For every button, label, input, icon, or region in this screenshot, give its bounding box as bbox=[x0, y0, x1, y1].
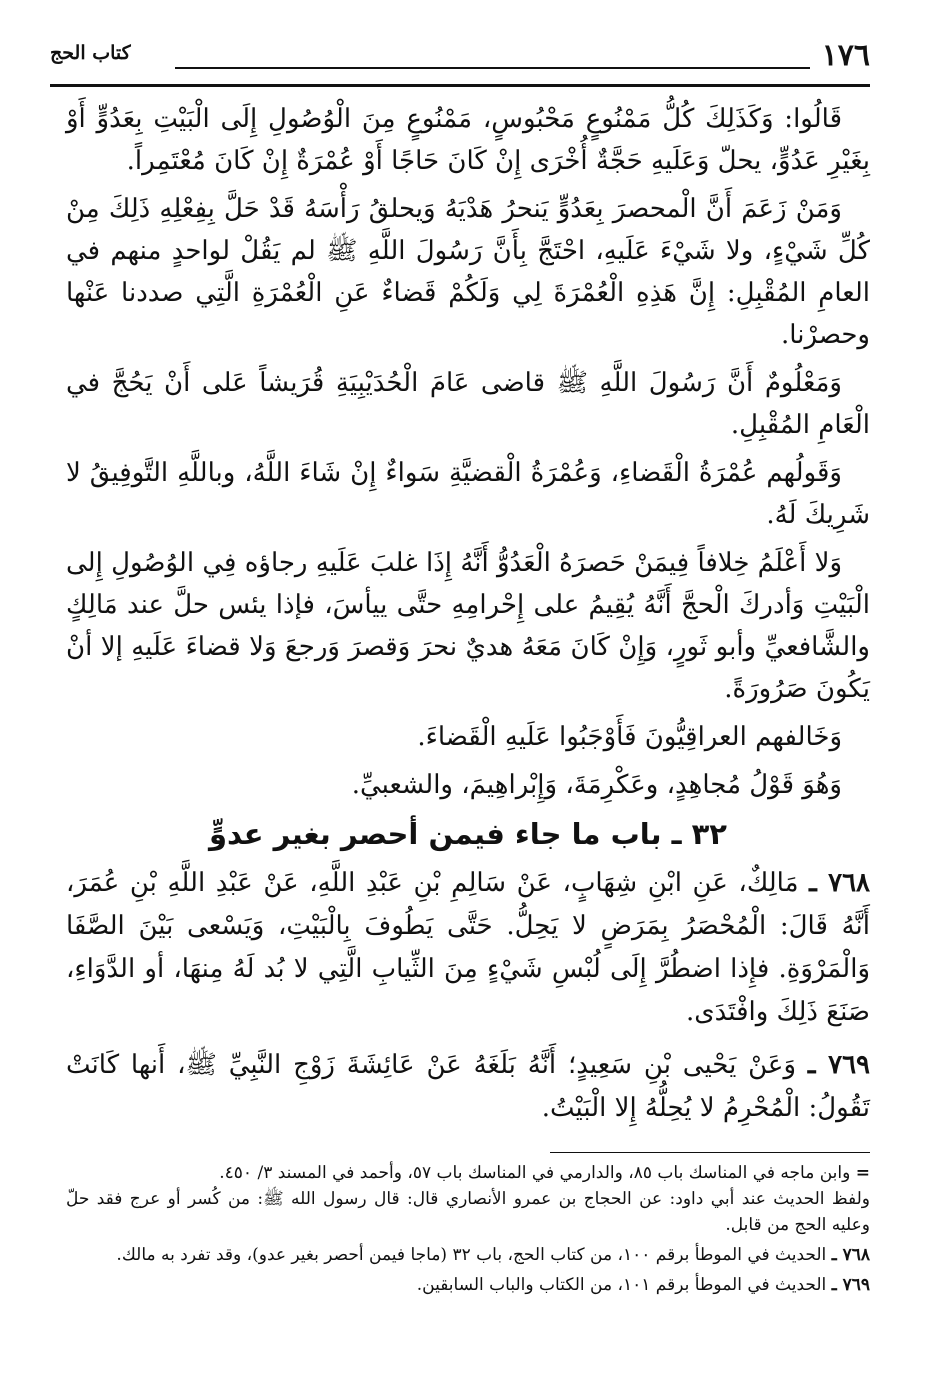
footnotes bbox=[66, 1160, 870, 1298]
paragraph: وَمَعْلُومٌ أَنَّ رَسُولَ اللَّهِ ﷺ قاضى عَامَ الْحُدَيْبِيَةِ قُرَيشاً عَلى أَنْ يَحُجَّ في الْعَامِ المُقْبِلِ. bbox=[66, 368, 870, 440]
footnote bbox=[66, 1272, 870, 1298]
paragraph: وَهُوَ قَوْلُ مُجاهِدٍ، وعَكْرِمَةَ، وَإِبْراهِيمَ، والشعبيِّ. bbox=[351, 770, 842, 800]
hadith-text: وَعَنْ يَحْيى بْنِ سَعِيدٍ؛ أَنَّهُ بَلَغَهُ عَنْ عَائِشَةَ زَوْجِ النَّبِيِّ ﷺ، أَنها كَانَتْ تَقُولُ: الْمُحْرِمُ لا يُحِلُّهُ إِلا الْبَيْتُ. bbox=[66, 1050, 870, 1123]
footnote-marker: = bbox=[855, 1163, 870, 1183]
paragraph: وَقَولُهم عُمْرَةُ الْقَضاءِ، وَعُمْرَةُ الْقضيَّةِ سَواءٌ إِنْ شَاءَ اللَّهُ، وباللَّهِ التَّوفِيقُ لا شَرِيكَ لَهُ. bbox=[66, 458, 870, 530]
footnote-marker: ٧٦٨ ـ bbox=[831, 1245, 870, 1265]
footnote-text: الحديث في الموطأ برقم ١٠١، من الكتاب والباب السابقين. bbox=[416, 1275, 827, 1295]
footnote-marker: ٧٦٩ ـ bbox=[831, 1275, 870, 1295]
paragraph: وَخَالفهم العراقِيُّونَ فَأَوْجَبُوا عَلَيهِ الْقَضاءَ. bbox=[417, 722, 842, 752]
footnote bbox=[66, 1186, 870, 1238]
header-rule bbox=[50, 84, 870, 87]
footnote-text: الحديث في الموطأ برقم ١٠٠، من كتاب الحج، باب ٣٢ (ماجا فيمن أحصر بغير عدو)، وقد تفرد به مالك. bbox=[116, 1245, 827, 1265]
paragraph: قَالُوا: وَكَذَلِكَ كُلُّ مَمْنُوعٍ مَحْبُوسٍ، مَمْنُوعٍ مِنَ الْوُصُولِ إِلَى الْبَيْتِ بِعَدُوٍّ أَوْ بِغَيْرِ عَدُوٍّ، يحلّ وَعَلَيهِ حَجَّةٌ أُخْرَى إِنْ كَانَ حَاجًا أَوْ عُمْرَةٌ إِنْ كَانَ مُعْتَمِراً. bbox=[66, 104, 870, 176]
paragraph: وَمَنْ زَعَمَ أَنَّ الْمحصرَ بِعَدُوٍّ يَنحرُ هَدْيَهُ وَيحلقُ رَأْسَهُ قَدْ حَلَّ بِفِعْلِهِ ذَلِكَ مِنْ كُلِّ شَيْءٍ، ولا شَيْءَ عَلَيهِ، احْتَجَّ بِأَنَّ رَسُولَ اللَّهِ ﷺ لم يَقُلْ لواحدٍ منهم في العامِ المُقْبِلِ: إِنَّ هَذِهِ الْعُمْرَةَ لِي وَلَكُمْ قَضاءٌ عَنِ الْعُمْرَةِ الَّتِي صددنا عَنْها وحصرْنا. bbox=[66, 194, 870, 350]
footnote-divider bbox=[550, 1152, 870, 1153]
footnote bbox=[66, 1242, 870, 1268]
footnote-text: ولفظ الحديث عند أبي داود: عن الحجاج بن عمرو الأنصاري قال: قال رسول الله ﷺ: من كُسر أو عرج فقد حلّ وعليه الحج من قابل. bbox=[66, 1189, 870, 1235]
header-line bbox=[175, 67, 810, 69]
section-title: ٣٢ ـ باب ما جاء فيمن أحصر بغير عدوٍّ bbox=[208, 817, 727, 851]
hadith-768 bbox=[66, 862, 870, 1034]
hadith-text: مَالِكٌ، عَنِ ابْنِ شِهَابٍ، عَنْ سَالِمِ بْنِ عَبْدِ اللَّهِ، عَنْ عَبْدِ اللَّهِ بْنِ عُمَرَ، أَنَّهُ قَالَ: الْمُحْصَرُ بِمَرَضٍ لا يَحِلُّ. حَتَّى يَطُوفَ بِالْبَيْتِ، وَيَسْعى بَيْنَ الصَّفَا وَالْمَرْوَةِ. فإِذا اضطُرَّ إِلَى لُبْسِ شَيْءٍ مِنَ الثِّيابِ الَّتِي لا بُد لَهُ مِنهَا، أو الدَّوَاءِ، صَنَعَ ذَلِكَ وافْتَدَى. bbox=[66, 868, 870, 1027]
hadith-number: ٧٦٩ ـ bbox=[807, 1050, 871, 1080]
page-header bbox=[50, 38, 870, 82]
book-title: كتاب الحج bbox=[50, 42, 131, 64]
footnote bbox=[66, 1160, 870, 1186]
page-body bbox=[66, 98, 870, 1140]
page-number: ١٧٦ bbox=[821, 38, 870, 73]
paragraph: وَلا أَعْلَمُ خِلافاً فِيمَنْ حَصرَهُ الْعَدُوُّ أَنَّهُ إِذَا غلبَ عَلَيهِ رجاؤه فِي الوُصُولِ إِلى الْبَيْتِ وَأدركَ الْحجَّ أَنَّهُ يُقِيمُ على إِحْرامِهِ حتَّى ييأسَ، فإذا يئس حلَّ عند مَالِكٍ والشَّافعيِّ وأبو ثَورٍ، وَإِنْ كَانَ مَعَهُ هديٌ نحرَ وَقصرَ وَرجعَ وَلا قضاءَ عَلَيهِ إلا أنْ يَكُونَ صَرُورَةً. bbox=[66, 548, 870, 704]
hadith-number: ٧٦٨ ـ bbox=[809, 868, 871, 898]
footnote-text: وابن ماجه في المناسك باب ٨٥، والدارمي في المناسك باب ٥٧، وأحمد في المسند ٣/ ٤٥٠. bbox=[219, 1163, 851, 1183]
hadith-769 bbox=[66, 1044, 870, 1130]
